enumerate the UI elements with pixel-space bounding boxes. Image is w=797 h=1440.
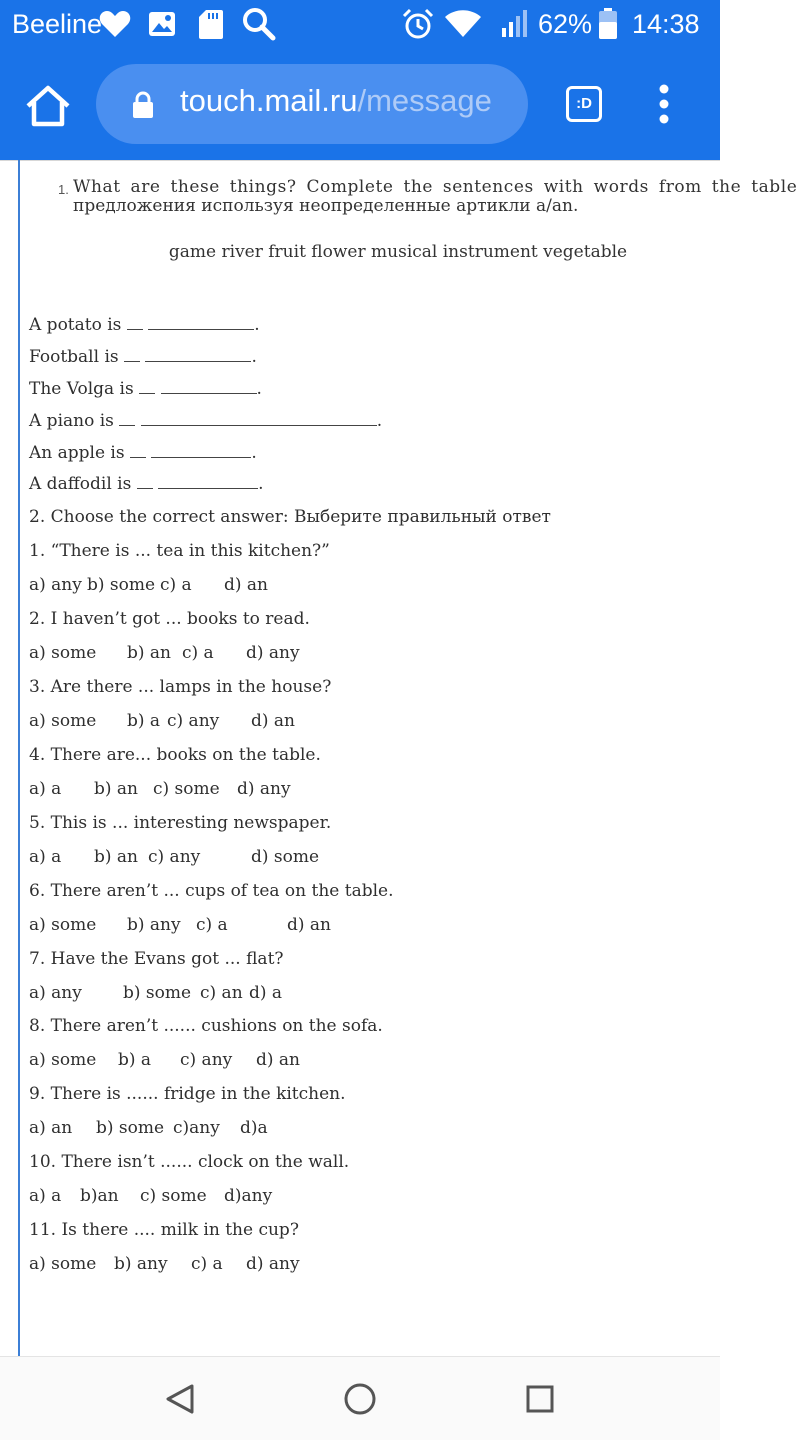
question: 6. There aren’t ... cups of tea on the table. [29,881,394,901]
sentence [29,347,257,367]
option: a) a [29,847,62,867]
option: c) a [182,643,214,663]
gallery-icon [148,11,176,44]
option: a) some [29,1050,97,1070]
sd-card-icon [199,9,223,46]
option: d)a [240,1118,268,1138]
option: b) any [127,915,181,935]
option: c) an [200,983,243,1003]
word-bank: game river fruit flower musical instrument vegetable [168,242,628,262]
overflow-menu-button[interactable] [650,84,678,124]
battery-percent: 62% [538,9,593,39]
option: a) some [29,643,97,663]
option: a) an [29,1118,73,1138]
home-icon [22,80,74,132]
option: a) some [29,915,97,935]
option: c) any [180,1050,233,1070]
recents-button[interactable] [526,1385,554,1417]
option: b)an [80,1186,119,1206]
sentence [29,315,260,335]
more-vert-icon [650,84,678,124]
option: c) any [167,711,220,731]
sentence-end: . [251,347,257,367]
sentence-end: . [251,443,257,463]
question: 7. Have the Evans got ... flat? [29,949,284,969]
exercise2-heading: 2. Choose the correct answer: Выберите правильный ответ [29,507,551,527]
sentence-text: A potato is [29,315,122,335]
sentence-text: A piano is [29,411,114,431]
option: d) an [256,1050,301,1070]
option: d) an [251,711,296,731]
instruction-line-1: What are these things? Complete the sentences with words from the table [73,177,797,197]
blank-short [137,475,153,489]
option: c) a [160,575,192,595]
blank-short [139,380,155,394]
option: b) some [123,983,192,1003]
question: 4. There are... books on the table. [29,745,321,765]
clock: 14:38 [632,9,700,39]
signal-icon [500,10,528,45]
sentence [29,443,257,463]
option: d)any [224,1186,273,1206]
option: b) some [87,575,156,595]
question: 10. There isn’t ...... clock on the wall. [29,1152,350,1172]
sentence-text: The Volga is [29,379,134,399]
sentence [29,411,382,431]
question: 2. I haven’t got ... books to read. [29,609,310,629]
option: c) any [148,847,201,867]
option: d) a [249,983,283,1003]
home-button[interactable] [22,80,74,132]
option: d) any [237,779,291,799]
option: a) a [29,1186,62,1206]
back-triangle-icon [164,1383,196,1415]
option: a) any [29,575,82,595]
option: a) some [29,711,97,731]
status-bar [0,0,720,50]
lock-icon [132,91,154,119]
blank-long [158,475,258,489]
home-nav-button[interactable] [342,1381,378,1421]
blank-short [130,444,146,458]
question: 8. There aren’t ...... cushions on the sofa. [29,1016,383,1036]
document-left-border [18,160,20,1356]
blank-short [127,316,143,330]
sentence-text: A daffodil is [29,474,132,494]
url-bar[interactable] [96,64,528,144]
question: 9. There is ...... fridge in the kitchen. [29,1084,346,1104]
option: b) some [96,1118,165,1138]
option: a) a [29,779,62,799]
option: c)any [173,1118,220,1138]
blank-long [141,412,377,426]
sentence [29,474,264,494]
battery-icon [598,8,618,47]
heart-icon [99,10,131,45]
home-circle-icon [342,1381,378,1417]
wifi-icon [444,10,482,45]
blank-short [124,348,140,362]
option: a) some [29,1254,97,1274]
option: c) some [140,1186,207,1206]
sentence-text: An apple is [29,443,125,463]
option: d) any [246,643,300,663]
question: 1. “There is ... tea in this kitchen?” [29,541,330,561]
sentence [29,379,262,399]
exercise1-number: 1. [58,182,69,197]
option: b) a [127,711,161,731]
option: a) any [29,983,82,1003]
browser-toolbar [0,50,720,160]
option: b) an [127,643,172,663]
back-button[interactable] [164,1383,196,1419]
url-text[interactable] [180,83,510,119]
option: d) some [251,847,320,867]
url-path: /message [357,83,492,118]
option: d) an [224,575,269,595]
carrier-name: Beeline [12,9,103,39]
option: c) a [191,1254,223,1274]
recents-square-icon [526,1385,554,1413]
option: d) any [246,1254,300,1274]
url-host: touch.mail.ru [180,83,358,118]
blank-long [145,348,251,362]
search-icon [242,7,276,48]
option: b) a [118,1050,152,1070]
option: b) an [94,847,139,867]
system-nav-bar [0,1356,720,1440]
sentence-end: . [254,315,260,335]
page-divider [0,160,720,161]
blank-long [148,316,254,330]
option: c) a [196,915,228,935]
question: 5. This is ... interesting newspaper. [29,813,332,833]
blank-long [161,380,257,394]
tab-switcher-button[interactable]: :D [566,86,602,122]
sentence-text: Football is [29,347,119,367]
question: 3. Are there ... lamps in the house? [29,677,332,697]
alarm-icon [402,8,434,47]
option: d) an [287,915,332,935]
page-content[interactable] [0,160,797,1356]
sentence-end: . [376,411,383,431]
option: b) an [94,779,139,799]
exercise1-instruction [58,177,797,216]
sentence-end: . [256,379,262,399]
blank-short [119,412,135,426]
sentence-end: . [258,474,264,494]
blank-long [151,444,251,458]
question: 11. Is there .... milk in the cup? [29,1220,299,1240]
option: b) any [114,1254,168,1274]
option: c) some [153,779,220,799]
instruction-line-2: предложения используя неопределенные артикли a/an. [73,196,579,216]
